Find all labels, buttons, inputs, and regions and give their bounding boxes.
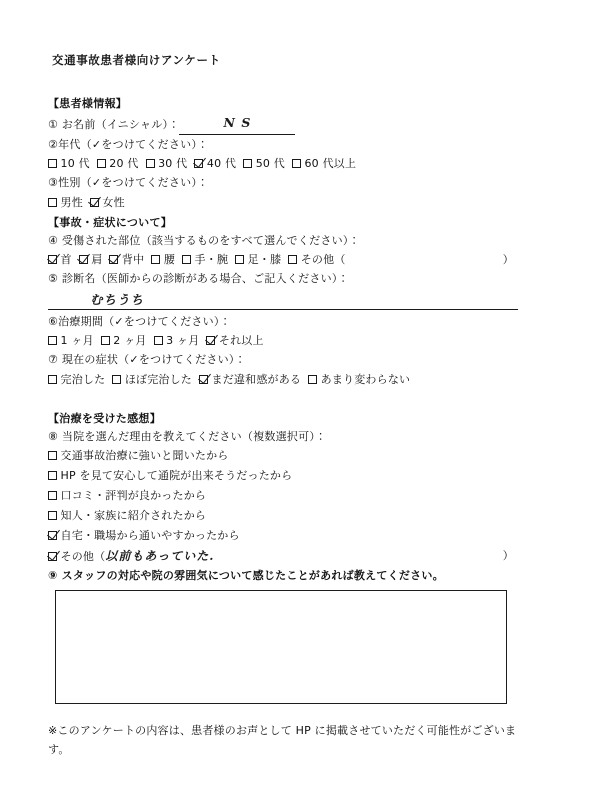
- checkbox-checked-icon[interactable]: [109, 255, 118, 264]
- question-7-options: [48, 371, 522, 388]
- sheet-content: [44, 52, 522, 760]
- option-label: あまり変わらない: [320, 372, 411, 386]
- option-symptom-still-discomfort[interactable]: [199, 371, 301, 388]
- question-8-label: ⑧ 当院を選んだ理由を教えてください（複数選択可）：: [48, 429, 327, 443]
- checkbox-icon[interactable]: [112, 375, 121, 384]
- checkbox-checked-icon[interactable]: [48, 531, 57, 540]
- option-label: 40 代: [206, 157, 237, 171]
- checkbox-icon[interactable]: [154, 336, 163, 345]
- option-period-2months[interactable]: [101, 332, 147, 349]
- option-label: その他（: [300, 253, 346, 267]
- option-reason-referral[interactable]: [48, 507, 522, 525]
- option-label: 2 ヶ月: [113, 334, 147, 348]
- question-6-label: ⑥治療期間（✓をつけてください）：: [48, 314, 231, 328]
- question-2-label: ②年代（✓をつけてください）：: [48, 137, 209, 151]
- checkbox-checked-icon[interactable]: [79, 255, 88, 264]
- page-title: 交通事故患者様向けアンケート: [52, 53, 221, 67]
- question-6-options: [48, 332, 522, 349]
- checkbox-icon[interactable]: [48, 159, 57, 168]
- checkbox-checked-icon[interactable]: [194, 159, 203, 168]
- question-3-label: ③性別（✓をつけてください）：: [48, 176, 209, 190]
- option-age-20s[interactable]: [97, 155, 139, 172]
- footnote: ※このアンケートの内容は、患者様のお声として HP に掲載させていただく可能性がございます。: [48, 724, 517, 757]
- option-area-other-close-paren: ）: [502, 253, 514, 267]
- question-3-options: [48, 194, 522, 211]
- question-2-options: [48, 155, 522, 172]
- checkbox-icon[interactable]: [308, 375, 317, 384]
- option-reason-other[interactable]: [48, 547, 522, 566]
- checkbox-icon[interactable]: [97, 159, 106, 168]
- checkbox-checked-icon[interactable]: [48, 255, 57, 264]
- name-initials-field[interactable]: [179, 114, 295, 135]
- checkbox-icon[interactable]: [48, 198, 57, 207]
- free-comment-textarea[interactable]: [55, 590, 507, 704]
- option-period-longer[interactable]: [206, 332, 263, 349]
- option-label: 10 代: [60, 157, 90, 171]
- checkbox-checked-icon[interactable]: [48, 552, 57, 561]
- option-label: 完治した: [60, 372, 106, 386]
- section-heading-patient-info: 【患者様情報】: [48, 97, 128, 110]
- section-heading-accident-symptoms: 【事故・症状について】: [48, 215, 173, 229]
- checkbox-icon[interactable]: [235, 255, 244, 264]
- checkbox-checked-icon[interactable]: [199, 375, 208, 384]
- option-label: 足・膝: [247, 253, 282, 267]
- option-reason-convenient-location[interactable]: [48, 527, 522, 545]
- option-label: 男性: [60, 195, 83, 209]
- checkbox-icon[interactable]: [151, 255, 160, 264]
- checkbox-icon[interactable]: [101, 336, 110, 345]
- option-area-shoulder[interactable]: [79, 251, 103, 268]
- option-period-1month[interactable]: [48, 332, 94, 349]
- option-gender-male[interactable]: [48, 194, 83, 211]
- option-symptom-mostly-cured[interactable]: [112, 371, 192, 388]
- option-age-40s[interactable]: [194, 155, 236, 172]
- option-label: 1 ヶ月: [60, 334, 94, 348]
- option-area-hand-arm[interactable]: [182, 251, 228, 268]
- option-label: ほぼ完治した: [124, 372, 193, 386]
- option-label: 3 ヶ月: [166, 334, 200, 348]
- section-heading-treatment-impressions: 【治療を受けた感想】: [48, 411, 161, 425]
- option-label: 口コミ・評判が良かったから: [60, 489, 207, 503]
- option-symptom-cured[interactable]: [48, 371, 105, 388]
- checkbox-icon[interactable]: [288, 255, 297, 264]
- checkbox-icon[interactable]: [48, 471, 57, 480]
- option-area-neck[interactable]: [48, 251, 72, 268]
- option-label: 交通事故治療に強いと聞いたから: [60, 449, 229, 463]
- checkbox-icon[interactable]: [48, 375, 57, 384]
- option-reason-other-close-paren: ）: [502, 548, 514, 562]
- option-label: 自宅・職場から通いやすかったから: [60, 528, 240, 542]
- checkbox-icon[interactable]: [48, 491, 57, 500]
- option-age-50s[interactable]: [243, 155, 285, 172]
- checkbox-icon[interactable]: [182, 255, 191, 264]
- name-initials-value: N S: [223, 115, 252, 130]
- question-4-options: [48, 251, 522, 268]
- question-9-label: ⑨ スタッフの対応や院の雰囲気について感じたことがあれば教えてください。: [48, 568, 444, 582]
- option-reason-accident-specialist[interactable]: [48, 447, 522, 465]
- question-5-label: ⑤ 診断名（医師からの診断がある場合、ご記入ください）：: [48, 272, 349, 286]
- option-age-10s[interactable]: [48, 155, 90, 172]
- option-label: 腰: [163, 253, 176, 267]
- option-area-other[interactable]: [288, 251, 495, 268]
- checkbox-icon[interactable]: [292, 159, 301, 168]
- option-label: 20 代: [109, 157, 139, 171]
- option-reason-website[interactable]: [48, 467, 522, 485]
- option-label: 手・腕: [194, 253, 229, 267]
- option-label: 30 代: [158, 157, 188, 171]
- checkbox-icon[interactable]: [48, 336, 57, 345]
- option-label: 知人・家族に紹介されたから: [60, 508, 207, 522]
- checkbox-checked-icon[interactable]: [90, 198, 99, 207]
- option-label: 首: [60, 253, 72, 267]
- question-1-name-row: [48, 114, 522, 135]
- diagnosis-value: むちうち: [90, 291, 145, 307]
- option-age-60s-plus[interactable]: [292, 155, 356, 172]
- section-spacer: [44, 391, 522, 410]
- option-label: HP を見て安心して通院が出来そうだったから: [60, 469, 293, 483]
- option-area-leg-knee[interactable]: [235, 251, 281, 268]
- checkbox-icon[interactable]: [243, 159, 252, 168]
- option-label: 背中: [121, 253, 145, 267]
- option-area-back[interactable]: [109, 251, 144, 268]
- question-1-label: ① お名前（イニシャル）：: [48, 118, 180, 131]
- option-period-3months[interactable]: [154, 332, 200, 349]
- question-4-label: ④ 受傷された部位（該当するものをすべて選んでください）：: [48, 233, 360, 247]
- option-area-lower-back[interactable]: [151, 251, 175, 268]
- option-age-30s[interactable]: [146, 155, 188, 172]
- option-label: それ以上: [218, 334, 264, 348]
- option-label: その他（: [60, 549, 106, 563]
- option-reason-reviews[interactable]: [48, 487, 522, 505]
- option-label: 60 代以上: [304, 157, 357, 171]
- checkbox-icon[interactable]: [48, 511, 57, 520]
- diagnosis-field[interactable]: [48, 290, 518, 310]
- option-label: 50 代: [255, 157, 285, 171]
- option-label: まだ違和感がある: [211, 372, 302, 386]
- option-label: 女性: [102, 195, 125, 209]
- option-reason-other-value: 以前もあっていた.: [105, 548, 215, 563]
- question-7-label: ⑦ 現在の症状（✓をつけてください）：: [48, 353, 246, 367]
- option-label: 肩: [91, 253, 103, 267]
- option-reason-other-input[interactable]: [105, 547, 255, 566]
- option-gender-female[interactable]: [90, 194, 125, 211]
- checkbox-icon[interactable]: [48, 451, 57, 460]
- checkbox-icon[interactable]: [146, 159, 155, 168]
- option-symptom-unchanged[interactable]: [308, 371, 410, 388]
- checkbox-checked-icon[interactable]: [206, 336, 215, 345]
